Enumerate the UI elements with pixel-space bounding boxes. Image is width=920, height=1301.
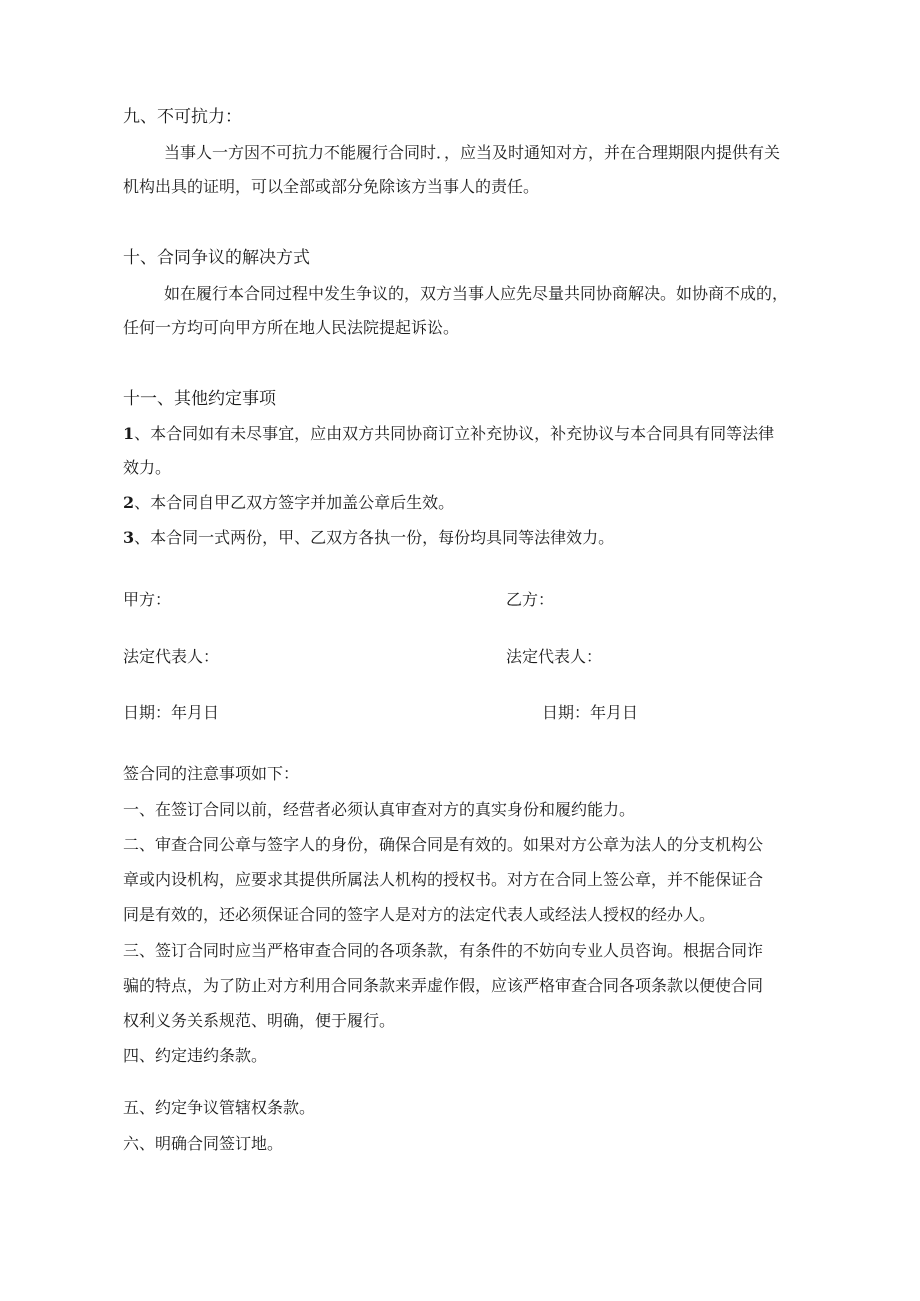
list-text: 、本合同一式两份，甲、乙双方各执一份，每份均具同等法律效力。 — [134, 528, 615, 547]
list-item — [123, 492, 454, 514]
party-b-label: 乙方： — [506, 590, 555, 609]
note-item: 二、审查合同公章与签字人的身份，确保合同是有效的。如果对方公章为法人的分支机构公 — [123, 835, 764, 854]
note-item: 六、明确合同签订地。 — [123, 1134, 284, 1153]
paragraph-line: 效力。 — [123, 458, 172, 477]
list-number: 3 — [123, 528, 135, 547]
paragraph-line: 任何一方均可向甲方所在地人民法院提起诉讼。 — [123, 318, 460, 337]
paragraph-line: 章或内设机构，应要求其提供所属法人机构的授权书。对方在合同上签公章，并不能保证合 — [123, 870, 764, 889]
list-item — [123, 527, 614, 549]
paragraph-line: 权利义务关系规范、明确，便于履行。 — [123, 1011, 396, 1030]
party-a-date-label: 日期：年月日 — [123, 703, 220, 722]
list-number: 1 — [123, 424, 135, 443]
list-item — [123, 423, 774, 445]
party-b-date-label: 日期：年月日 — [542, 703, 639, 722]
paragraph-line: 同是有效的，还必须保证合同的签字人是对方的法定代表人或经法人授权的经办人。 — [123, 905, 716, 924]
paragraph-line: 如在履行本合同过程中发生争议的，双方当事人应先尽量共同协商解决。如协商不成的， — [164, 284, 789, 303]
party-b-representative-label: 法定代表人： — [506, 647, 603, 666]
list-text: 、本合同如有未尽事宜，应由双方共同协商订立补充协议，补充协议与本合同具有同等法律 — [134, 424, 775, 443]
section-heading-dispute: 十、合同争议的解决方式 — [123, 248, 310, 268]
list-number: 2 — [123, 493, 135, 512]
party-a-representative-label: 法定代表人： — [123, 647, 220, 666]
note-item: 五、约定争议管辖权条款。 — [123, 1098, 316, 1117]
notes-title: 签合同的注意事项如下： — [123, 764, 300, 783]
section-heading-force-majeure: 九、不可抗力： — [123, 107, 242, 127]
party-a-label: 甲方： — [123, 590, 172, 609]
paragraph-line: 骗的特点，为了防止对方利用合同条款来弄虚作假，应该严格审查合同各项条款以便使合同 — [123, 976, 764, 995]
section-heading-other: 十一、其他约定事项 — [123, 389, 276, 409]
note-item: 一、在签订合同以前，经营者必须认真审查对方的真实身份和履约能力。 — [123, 800, 636, 819]
list-text: 、本合同自甲乙双方签字并加盖公章后生效。 — [134, 493, 455, 512]
note-item: 三、签订合同时应当严格审查合同的各项条款，有条件的不妨向专业人员咨询。根据合同诈 — [123, 941, 764, 960]
note-item: 四、约定违约条款。 — [123, 1046, 268, 1065]
paragraph-line: 机构出具的证明，可以全部或部分免除该方当事人的责任。 — [123, 177, 540, 196]
paragraph-line: 当事人一方因不可抗力不能履行合同时．，应当及时通知对方，并在合理期限内提供有关 — [164, 143, 781, 162]
